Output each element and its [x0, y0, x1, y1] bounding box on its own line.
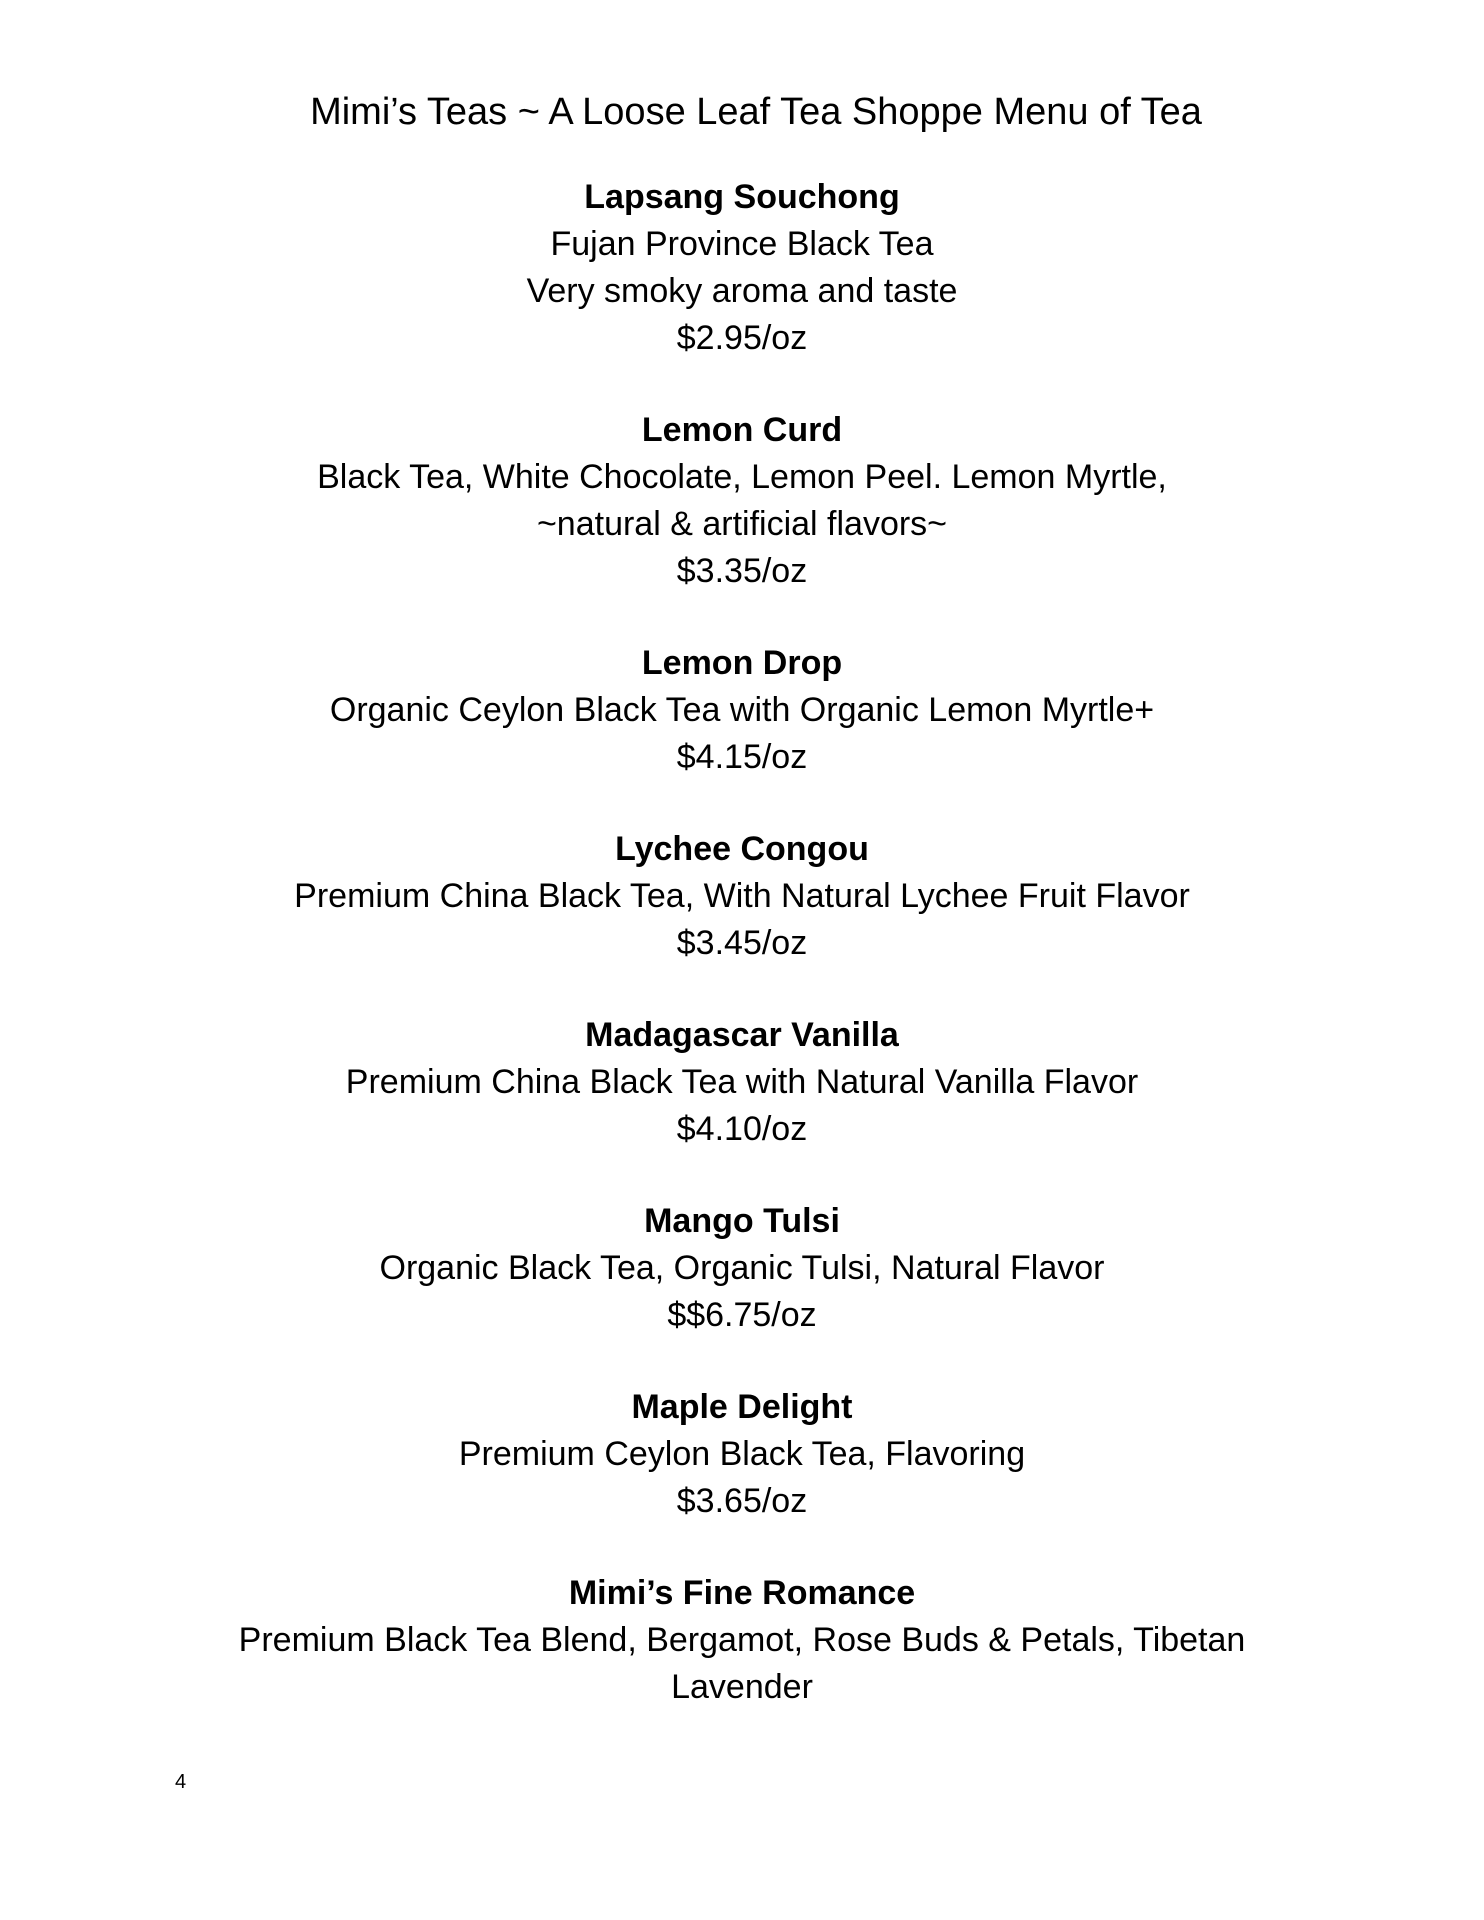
page-title: Mimi’s Teas ~ A Loose Leaf Tea Shoppe Menu of Tea: [310, 91, 1202, 133]
tea-item-lemon-curd: [0, 407, 1484, 595]
tea-price: $3.35/oz: [676, 552, 808, 590]
tea-item-lemon-drop: [0, 640, 1484, 781]
tea-ingredients: Premium Ceylon Black Tea, Flavoring: [458, 1435, 1026, 1473]
tea-flavor-note: ~natural & artificial flavors~: [536, 505, 948, 543]
page-number: 4: [175, 1771, 187, 1793]
tea-item-mimis-fine-romance: [0, 1570, 1484, 1711]
tea-name: Lychee Congou: [615, 830, 869, 868]
tea-name: Lemon Curd: [641, 411, 843, 449]
tea-menu: [0, 174, 1484, 1756]
tea-description: Very smoky aroma and taste: [526, 272, 958, 310]
tea-name: Mimi’s Fine Romance: [568, 1574, 916, 1612]
tea-name: Mango Tulsi: [644, 1202, 840, 1240]
tea-ingredients: Organic Ceylon Black Tea with Organic Lemon Myrtle+: [329, 691, 1155, 729]
tea-price: $$6.75/oz: [667, 1296, 817, 1334]
tea-item-madagascar-vanilla: [0, 1012, 1484, 1153]
tea-name: Maple Delight: [631, 1388, 853, 1426]
tea-name: Lapsang Souchong: [584, 178, 900, 216]
tea-price: $4.10/oz: [676, 1110, 808, 1148]
tea-price: $4.15/oz: [676, 738, 808, 776]
tea-name: Madagascar Vanilla: [585, 1016, 899, 1054]
tea-price: $3.65/oz: [676, 1482, 808, 1520]
tea-item-maple-delight: [0, 1384, 1484, 1525]
tea-price: $3.45/oz: [676, 924, 808, 962]
tea-ingredients: Premium China Black Tea with Natural Vanilla Flavor: [345, 1063, 1139, 1101]
tea-ingredients: Premium Black Tea Blend, Bergamot, Rose Buds & Petals, Tibetan: [238, 1621, 1246, 1659]
tea-item-mango-tulsi: [0, 1198, 1484, 1339]
tea-price: $2.95/oz: [676, 319, 808, 357]
tea-ingredients: Black Tea, White Chocolate, Lemon Peel. Lemon Myrtle,: [317, 458, 1167, 496]
tea-ingredients-continued: Lavender: [671, 1668, 813, 1706]
tea-item-lapsang-souchong: [0, 174, 1484, 362]
tea-item-lychee-congou: [0, 826, 1484, 967]
tea-ingredients: Organic Black Tea, Organic Tulsi, Natural Flavor: [379, 1249, 1105, 1287]
tea-ingredients: Premium China Black Tea, With Natural Lychee Fruit Flavor: [294, 877, 1190, 915]
tea-origin: Fujan Province Black Tea: [550, 225, 934, 263]
tea-name: Lemon Drop: [641, 644, 843, 682]
